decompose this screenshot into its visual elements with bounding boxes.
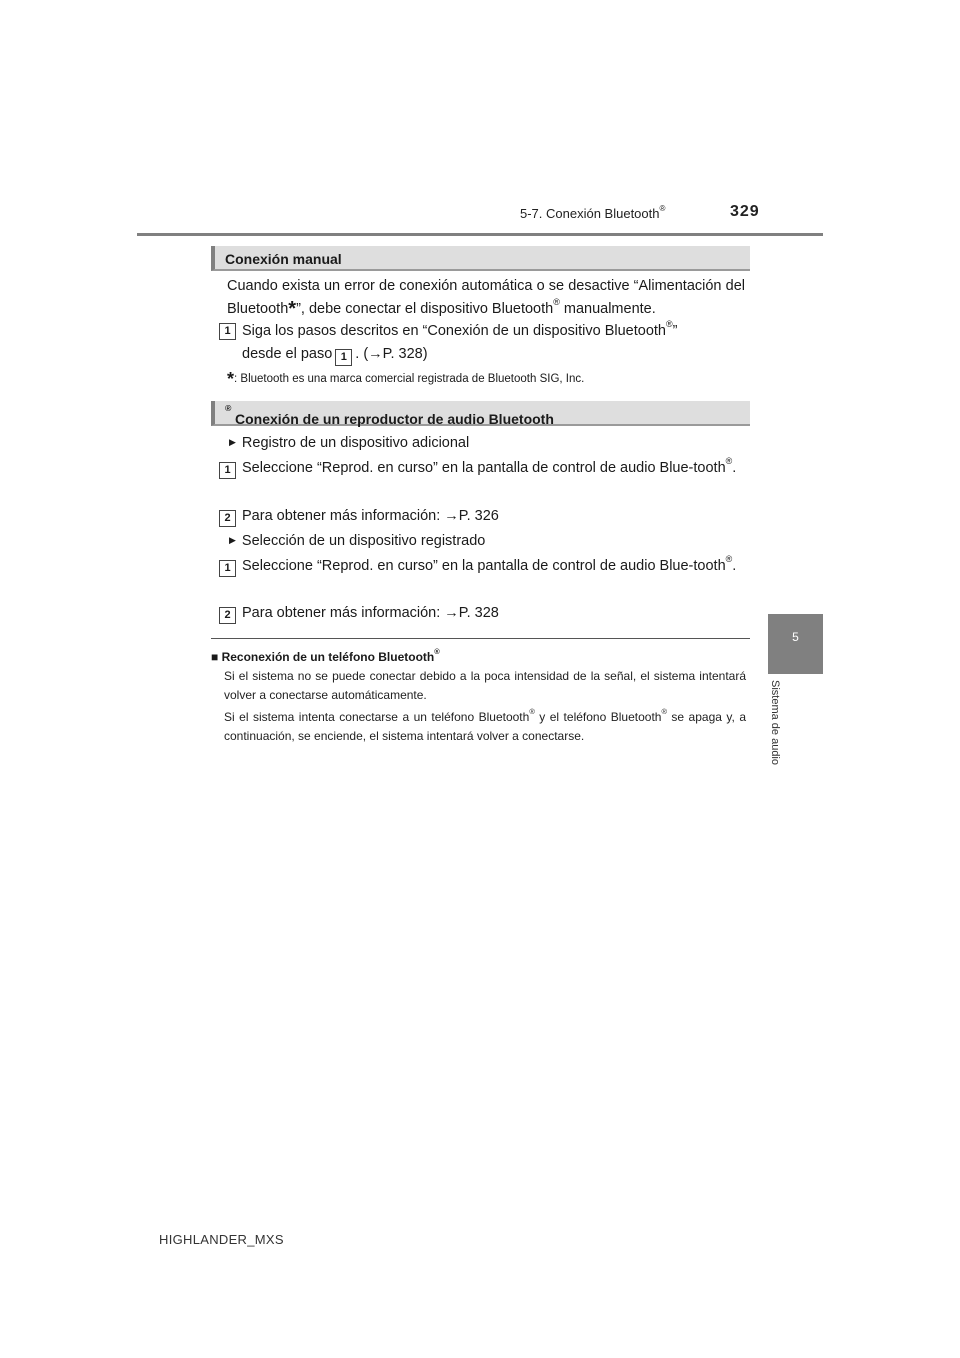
select-step-2: Para obtener más información: →P. 328 [242,605,499,621]
section-banner-audio [211,401,750,426]
step-number-box: 1 [219,323,236,340]
section-title-audio: Conexión de un reproductor de audio Bluetooth ® [225,403,554,427]
section-divider [211,638,750,639]
model-code: HIGHLANDER_MXS [159,1232,284,1247]
triangle-bullet-icon: ▶ [229,535,236,545]
step-number-box: 2 [219,510,236,527]
step-number-box: 1 [219,560,236,577]
note-heading: ■ Reconexión de un teléfono Bluetooth® [211,647,440,664]
page-number: 329 [730,203,760,220]
header-rule [137,233,823,236]
step-number-box: 2 [219,607,236,624]
select-step-1: Seleccione “Reprod. en curso” en la pantalla de control de audio Blue-tooth®. [242,553,737,574]
step-number-box: 1 [219,462,236,479]
bullet-select: ▶ Selección de un dispositivo registrado [229,533,486,549]
bullet-register: ▶ Registro de un dispositivo adicional [229,435,470,451]
chapter-label: Sistema de audio [769,680,781,765]
manual-intro-paragraph: Cuando exista un error de conexión automática o se desactive “Alimentación del Bluetooth*”, debe conectar el dispositivo Bluetooth® manualmente. [227,278,745,320]
triangle-bullet-icon: ▶ [229,437,236,447]
section-banner-manual [211,246,750,271]
footnote: *: Bluetooth es una marca comercial registrada de Bluetooth SIG, Inc. [227,369,585,389]
section-title: 5-7. Conexión Bluetooth® [520,203,666,221]
manual-step-1: Siga los pasos descritos en “Conexión de un dispositivo Bluetooth®” desde el paso 1 . (→P. 328) [242,320,745,366]
register-step-2: Para obtener más información: →P. 326 [242,508,499,524]
chapter-tab [768,614,823,674]
note-paragraph-1: Si el sistema no se puede conectar debido a la poca intensidad de la señal, el sistema intentará volver a conectarse automáticamente. [224,669,746,702]
step-ref-box: 1 [335,349,352,366]
chapter-number: 5 [792,630,799,644]
section-title-manual: Conexión manual [225,251,342,267]
note-paragraph-2: Si el sistema intenta conectarse a un teléfono Bluetooth® y el teléfono Bluetooth® se apaga y, a continuación, se enciende, el sistema intentará volver a conectarse. [224,707,746,743]
register-step-1: Seleccione “Reprod. en curso” en la pantalla de control de audio Blue-tooth®. [242,455,737,476]
